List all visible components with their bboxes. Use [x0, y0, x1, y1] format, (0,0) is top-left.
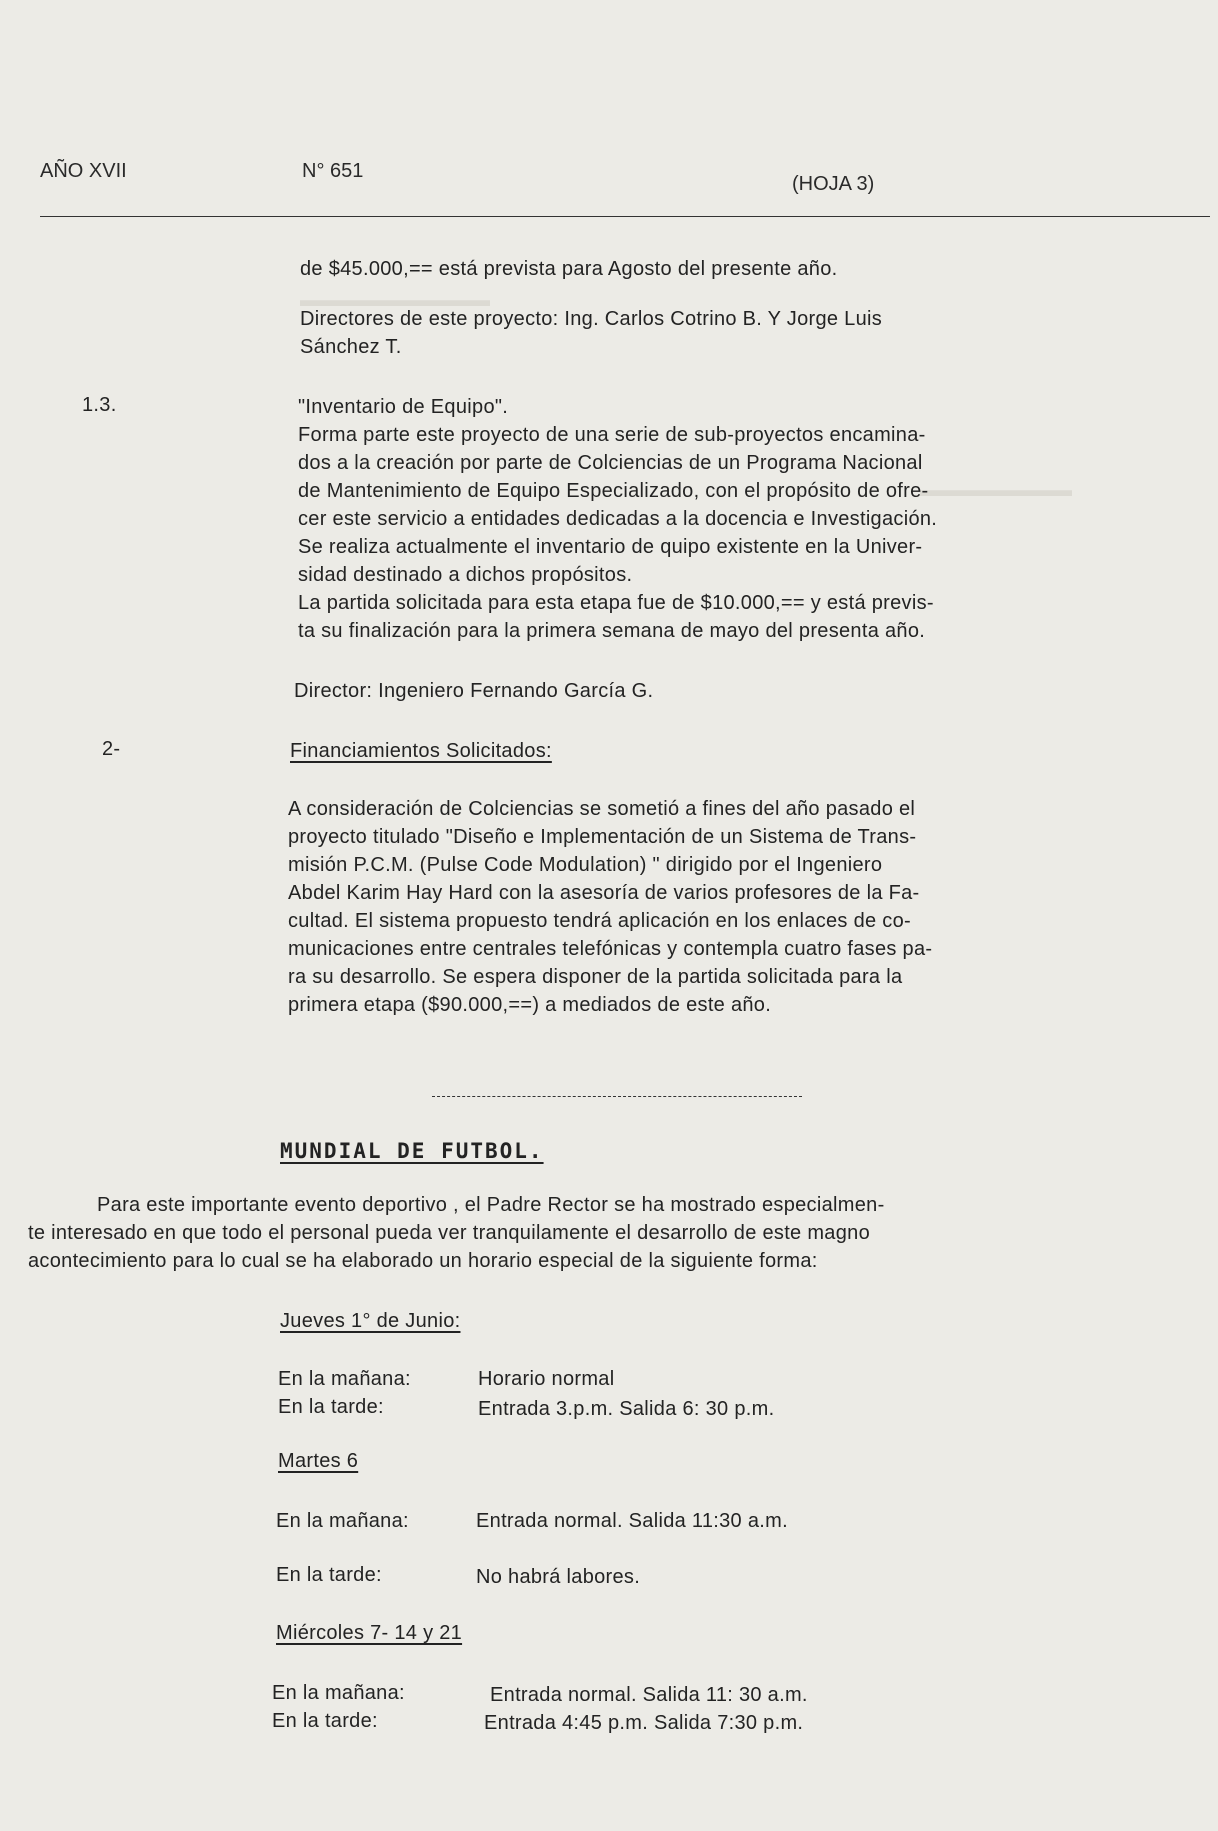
schedule-day-title: Martes 6	[278, 1450, 359, 1472]
section-title: Financiamientos Solicitados:	[290, 740, 552, 762]
body-line: primera etapa ($90.000,==) a mediados de este año.	[288, 994, 772, 1016]
intro-line: Para este importante evento deportivo , el Padre Rector se ha mostrado especialmen-	[97, 1194, 885, 1216]
schedule-label: En la tarde:	[278, 1396, 384, 1418]
body-line: cer este servicio a entidades dedicadas a la docencia e Investigación.	[298, 508, 938, 530]
body-line: de Mantenimiento de Equipo Especializado, con el propósito de ofre-	[298, 480, 929, 502]
bleed-through-mark: ▬▬▬▬▬▬▬▬	[920, 480, 1072, 501]
schedule-value: Entrada 4:45 p.m. Salida 7:30 p.m.	[484, 1712, 804, 1734]
directors-line: Sánchez T.	[300, 336, 402, 358]
continuation-line: de $45.000,== está prevista para Agosto del presente año.	[300, 258, 838, 280]
section-title: "Inventario de Equipo".	[298, 396, 509, 418]
schedule-day-title: Miércoles 7- 14 y 21	[276, 1622, 463, 1644]
body-line: cultad. El sistema propuesto tendrá aplicación en los enlaces de co-	[288, 910, 911, 932]
body-line: misión P.C.M. (Pulse Code Modulation) " dirigido por el Ingeniero	[288, 854, 883, 876]
mundial-title: MUNDIAL DE FUTBOL.	[280, 1139, 544, 1163]
separator-text	[432, 1084, 545, 1112]
schedule-label: En la tarde:	[276, 1564, 382, 1586]
body-line: Se realiza actualmente el inventario de quipo existente en la Univer-	[298, 536, 923, 558]
intro-line: acontecimiento para lo cual se ha elaborado un horario especial de la siguiente forma:	[28, 1250, 818, 1272]
body-line: ta su finalización para la primera semana de mayo del presenta año.	[298, 620, 926, 642]
section-number: 1.3.	[82, 394, 117, 416]
directors-line: Directores de este proyecto: Ing. Carlos Cotrino B. Y Jorge Luis	[300, 308, 883, 330]
body-line: dos a la creación por parte de Colciencias de un Programa Nacional	[298, 452, 923, 474]
body-line: Abdel Karim Hay Hard con la asesoría de varios profesores de la Fa-	[288, 882, 920, 904]
schedule-label: En la mañana:	[276, 1510, 409, 1532]
body-line: municaciones entre centrales telefónicas y contempla cuatro fases pa-	[288, 938, 933, 960]
header-number: N° 651	[302, 160, 364, 182]
schedule-value: Entrada normal. Salida 11:30 a.m.	[476, 1510, 788, 1532]
schedule-value: Horario normal	[478, 1368, 615, 1390]
body-line: sidad destinado a dichos propósitos.	[298, 564, 633, 586]
bleed-through-mark: ▬▬▬▬▬▬▬▬▬▬	[300, 290, 490, 311]
body-line: ra su desarrollo. Se espera disponer de la partida solicitada para la	[288, 966, 903, 988]
schedule-value: Entrada 3.p.m. Salida 6: 30 p.m.	[478, 1398, 775, 1420]
schedule-value: Entrada normal. Salida 11: 30 a.m.	[490, 1684, 808, 1706]
director-line: Director: Ingeniero Fernando García G.	[294, 680, 654, 702]
schedule-day-title: Jueves 1° de Junio:	[280, 1310, 461, 1332]
intro-line: te interesado en que todo el personal pueda ver tranquilamente el desarrollo de este magno	[28, 1222, 870, 1244]
section-number: 2-	[102, 738, 121, 760]
schedule-label: En la tarde:	[272, 1710, 378, 1732]
body-line: proyecto titulado "Diseño e Implementación de un Sistema de Trans-	[288, 826, 917, 848]
header-year: AÑO XVII	[40, 160, 127, 182]
body-line: Forma parte este proyecto de una serie de sub-proyectos encamina-	[298, 424, 926, 446]
body-line: La partida solicitada para esta etapa fue de $10.000,== y está previs-	[298, 592, 934, 614]
schedule-label: En la mañana:	[278, 1368, 411, 1390]
header-sheet: (HOJA 3)	[792, 173, 875, 195]
header-rule	[40, 216, 1210, 217]
body-line: A consideración de Colciencias se sometió a fines del año pasado el	[288, 798, 916, 820]
schedule-label: En la mañana:	[272, 1682, 405, 1704]
schedule-value: No habrá labores.	[476, 1566, 641, 1588]
